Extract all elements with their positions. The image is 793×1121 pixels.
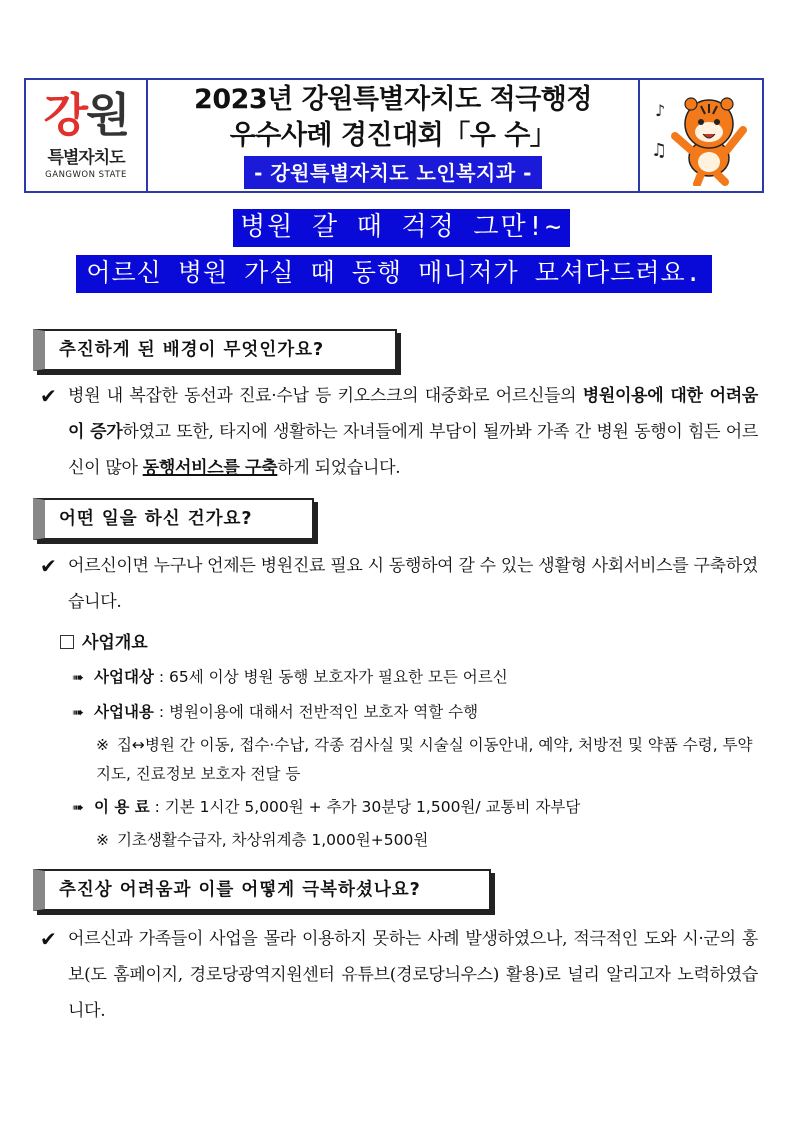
overview-item-content: ➠ 사업내용 : 병원이용에 대해서 전반적인 보호자 역할 수행	[72, 703, 479, 721]
tiger-mascot-icon	[640, 80, 762, 191]
overview-item-fee: ➠ 이 용 료 : 기본 1시간 5,000원 + 추가 30분당 1,500원/ 교통비 자부담	[72, 798, 581, 816]
headline-1: 병원 갈 때 걱정 그만!~	[233, 209, 570, 247]
reference-mark: ※	[96, 831, 109, 849]
svg-text:♪: ♪	[655, 100, 666, 120]
checkbox-square-icon	[60, 635, 74, 649]
title-line-1: 2023년 강원특별자치도 적극행정	[194, 84, 592, 115]
overview-note-2: ※ 기초생활수급자, 차상위계층 1,000원+500원	[96, 826, 760, 855]
title-line-2: 우수사례 경진대회「우 수」	[229, 120, 557, 151]
section-title-work: 어떤 일을 하신 건가요?	[33, 498, 314, 540]
logo-subtitle: 특별자치도	[47, 148, 125, 168]
logo-mark: 강원	[43, 88, 129, 142]
gangwon-logo	[26, 80, 148, 191]
check-icon: ✔	[40, 554, 57, 578]
arrow-icon: ➠	[72, 705, 84, 721]
logo-english: GANGWON STATE	[45, 170, 127, 180]
reference-mark: ※	[96, 736, 109, 754]
arrow-icon: ➠	[72, 800, 84, 816]
overview-item-target: ➠ 사업대상 : 65세 이상 병원 동행 보호자가 필요한 모든 어르신	[72, 668, 508, 686]
title-block	[148, 80, 640, 191]
arrow-icon: ➠	[72, 670, 84, 686]
section-title-difficulty: 추진상 어려움과 이를 어떻게 극복하셨나요?	[33, 869, 491, 911]
overview-heading: 사업개요	[60, 628, 148, 653]
header-box	[24, 78, 764, 193]
headline-2: 어르신 병원 가실 때 동행 매니저가 모셔다드려요.	[76, 255, 712, 293]
difficulty-paragraph: ✔ 어르신과 가족들이 사업을 몰라 이용하지 못하는 사례 발생하였으나, 적극적인 도와 시·군의 홍보(도 홈페이지, 경로당광역지원센터 유튜브(경로당늬우스) 활용)로 널리 알리고자 노력하였습니다.	[40, 921, 758, 1029]
check-icon: ✔	[40, 384, 57, 408]
overview-note-1: ※ 집↔병원 간 이동, 접수·수납, 각종 검사실 및 시술실 이동안내, 예약, 처방전 및 약품 수령, 투약지도, 진료정보 보호자 전달 등	[96, 731, 760, 789]
check-icon: ✔	[40, 927, 57, 951]
section-title-background: 추진하게 된 배경이 무엇인가요?	[33, 329, 397, 371]
work-paragraph: ✔ 어르신이면 누구나 언제든 병원진료 필요 시 동행하여 갈 수 있는 생활형 사회서비스를 구축하였습니다.	[40, 548, 758, 620]
background-paragraph: ✔ 병원 내 복잡한 동선과 진료·수납 등 키오스크의 대중화로 어르신들의 병원이용에 대한 어려움이 증가하였고 또한, 타지에 생활하는 자녀들에게 부담이 될까봐 가족 간 병원 동행이 힘든 어르신이 많아 동행서비스를 구축하게 되었습니다.	[40, 378, 758, 486]
department-banner: - 강원특별자치도 노인복지과 -	[244, 156, 542, 189]
svg-text:♫: ♫	[651, 139, 668, 161]
